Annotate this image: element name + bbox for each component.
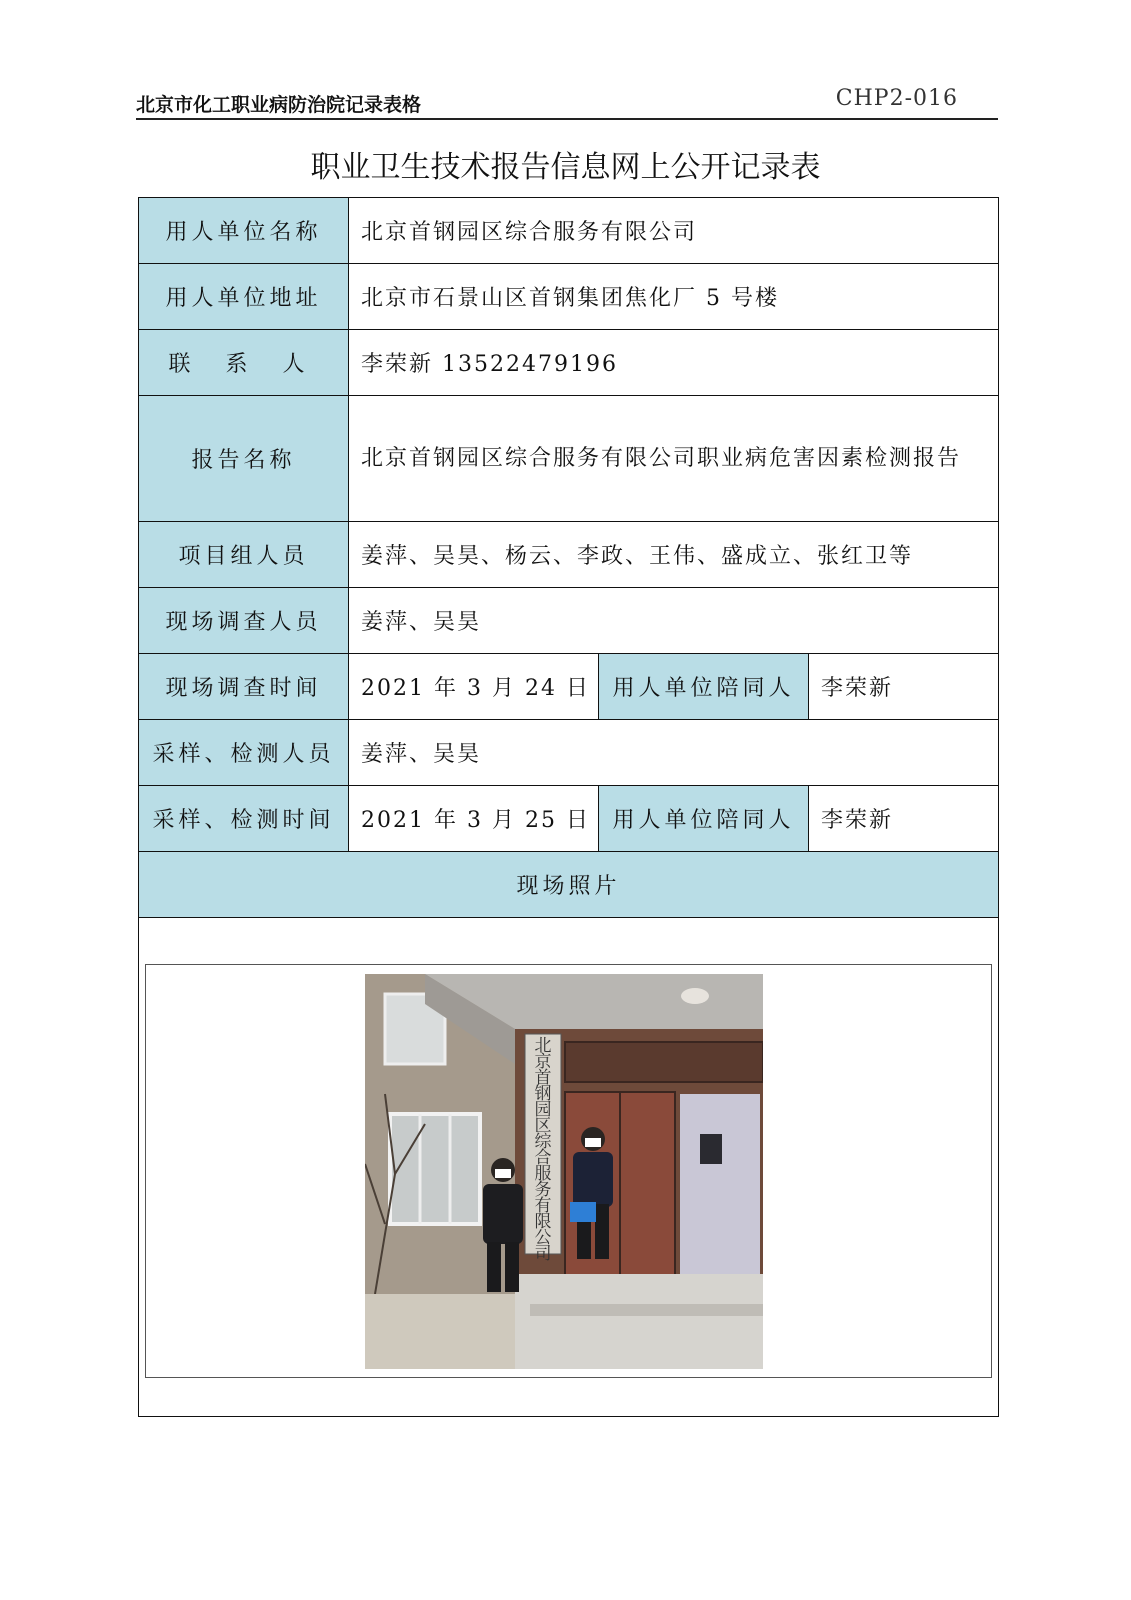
report-name-value: 北京首钢园区综合服务有限公司职业病危害因素检测报告 bbox=[349, 396, 999, 522]
employer-address-label: 用人单位地址 bbox=[139, 264, 349, 330]
project-members-value: 姜萍、吴昊、杨云、李政、王伟、盛成立、张红卫等 bbox=[349, 522, 999, 588]
project-members-label: 项目组人员 bbox=[139, 522, 349, 588]
sampling-time-label: 采样、检测时间 bbox=[139, 786, 349, 852]
photo-sign-text: 北京首钢园区综合服务有限公司 bbox=[534, 1036, 552, 1264]
photo-cell bbox=[139, 918, 999, 1417]
survey-staff-label: 现场调查人员 bbox=[139, 588, 349, 654]
sampling-time-value: 2021 年 3 月 25 日 bbox=[349, 786, 599, 852]
table-row bbox=[139, 918, 999, 1417]
sampling-staff-label: 采样、检测人员 bbox=[139, 720, 349, 786]
table-row bbox=[139, 852, 999, 918]
site-photo bbox=[365, 974, 763, 1369]
employer-address-value: 北京市石景山区首钢集团焦化厂 5 号楼 bbox=[349, 264, 999, 330]
survey-companion-label: 用人单位陪同人 bbox=[599, 654, 809, 720]
sampling-staff-value: 姜萍、吴昊 bbox=[349, 720, 999, 786]
sampling-companion-label: 用人单位陪同人 bbox=[599, 786, 809, 852]
photo-frame bbox=[145, 964, 992, 1378]
survey-staff-value: 姜萍、吴昊 bbox=[349, 588, 999, 654]
table-row bbox=[139, 720, 999, 786]
record-table bbox=[138, 197, 999, 1417]
page-header bbox=[136, 84, 998, 120]
table-row bbox=[139, 522, 999, 588]
sampling-companion-value: 李荣新 bbox=[809, 786, 999, 852]
table-row bbox=[139, 396, 999, 522]
table-row bbox=[139, 198, 999, 264]
table-row bbox=[139, 330, 999, 396]
report-name-label: 报告名称 bbox=[139, 396, 349, 522]
employer-name-value: 北京首钢园区综合服务有限公司 bbox=[349, 198, 999, 264]
photos-label: 现场照片 bbox=[139, 852, 999, 918]
survey-companion-value: 李荣新 bbox=[809, 654, 999, 720]
contact-label: 联 系 人 bbox=[139, 330, 349, 396]
document-title: 职业卫生技术报告信息网上公开记录表 bbox=[310, 150, 821, 185]
survey-time-value: 2021 年 3 月 24 日 bbox=[349, 654, 599, 720]
employer-name-label: 用人单位名称 bbox=[139, 198, 349, 264]
table-row bbox=[139, 654, 999, 720]
table-row bbox=[139, 264, 999, 330]
table-row bbox=[139, 786, 999, 852]
contact-value: 李荣新 13522479196 bbox=[349, 330, 999, 396]
survey-time-label: 现场调查时间 bbox=[139, 654, 349, 720]
table-row bbox=[139, 588, 999, 654]
organization-name: 北京市化工职业病防治院记录表格 bbox=[136, 94, 422, 116]
form-code: CHP2-016 bbox=[835, 86, 958, 111]
